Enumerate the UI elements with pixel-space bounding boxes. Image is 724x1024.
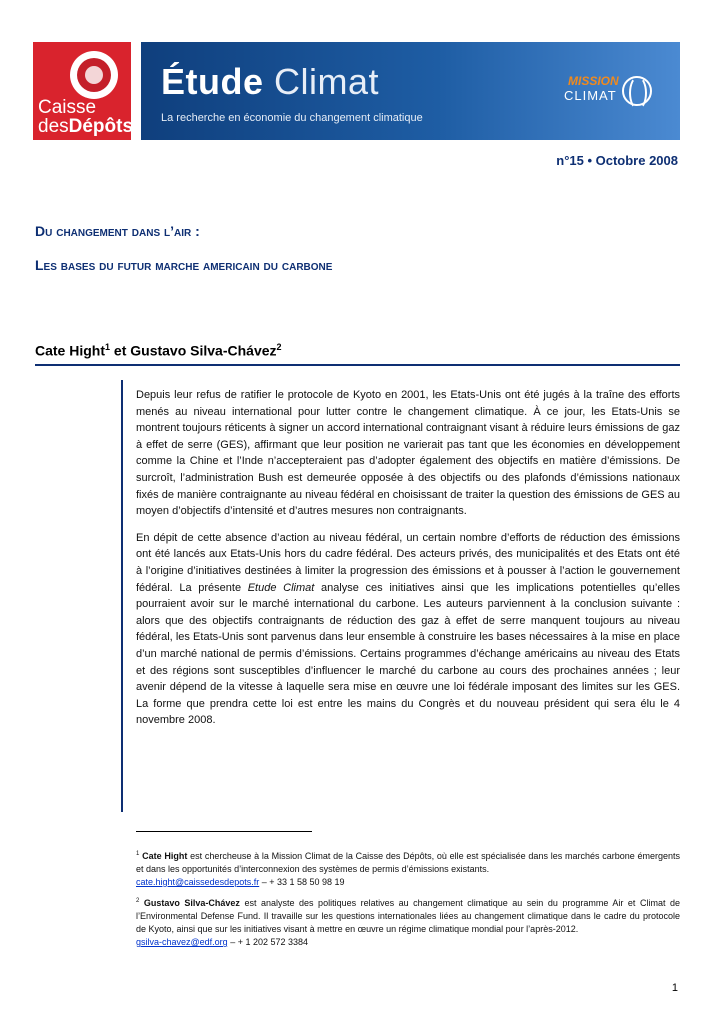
document-title-line1: Du changement dans l’air : <box>35 223 200 239</box>
footnote-2: $^2$ Gustavo Silva-Chávez est analyste des politiques relatives au changement climatique au sein du programme Air et Climat de l’Environmental Defense Fund. Il travaille sur les questions internationales liées au changement climatique dans le cadre du protocole de Kyoto, ainsi que sur les initiatives visant à mettre en œuvre un régime climatique mondial pour l’après-2012. gsilva-chavez@edf.org – + 1 202 572 3384 <box>136 898 680 947</box>
abstract <box>136 387 680 739</box>
banner-subtitle: La recherche en économie du changement climatique <box>161 112 423 124</box>
footnote-divider <box>136 831 312 832</box>
footnote-2-email-link[interactable]: gsilva-chavez@edf.org <box>136 937 228 947</box>
footnote-1-email-link[interactable]: cate.hight@caissedesdepots.fr <box>136 877 260 887</box>
issue-number: n°15 • Octobre 2008 <box>556 153 678 168</box>
authors-divider <box>35 364 680 366</box>
caisse-des-depots-logo <box>33 42 134 140</box>
logo-text-line1: Caisse <box>38 97 97 118</box>
etude-climat-banner <box>141 42 680 140</box>
footnote-1: $^1$ Cate Hight est chercheuse à la Mission Climat de la Caisse des Dépôts, où elle est spécialisée dans les marchés carbone émergents et dans les opportunités d’interconnexion des systèmes de permis d’émissions existants. cate.hight@caissedesdepots.fr – + 33 1 58 50 98 19 <box>136 851 680 887</box>
document-title-line2: Les bases du futur marche americain du carbone <box>35 257 333 273</box>
abstract-paragraph-1: Depuis leur refus de ratifier le protocole de Kyoto en 2001, les Etats-Unis ont été jugés à la traîne des efforts menés au niveau international pour lutter contre le changement climatique. À ce jour, les Etats-Unis se montrent toujours réticents à signer un accord international contraignant visant à réduire leurs émissions de gaz à effet de serre (GES), affirmant que leur position ne varierait pas tant que les économies en développement comme la Chine et l’Inde n’accepteraient pas d’adopter également des objectifs en matière d’émissions. De surcroît, l’administration Bush est demeurée opposée à des objectifs ou des plafonds d’émissions nationaux fixés de manière contraignante au niveau fédéral en choisissant de traiter la question des émissions de GES au moyen d’objectifs d’intensité et d’autres mesures non contraignants. <box>136 389 680 518</box>
page-number: 1 <box>671 982 678 994</box>
authors: Cate Hight$^1$ et Gustavo Silva-Chávez$^2$ <box>35 342 282 359</box>
abstract-side-bar <box>121 380 123 812</box>
abstract-paragraph-2: En dépit de cette absence d’action au niveau fédéral, un certain nombre d’efforts de réduction des émissions ont été lancés aux Etats-Unis hors du cadre fédéral. Des acteurs privés, des municipalités et des Etats ont été à l’origine d’initiatives destinées à limiter la progression des émissions et à pousser à l’action le gouvernement fédéral. La présente Etude Climat analyse ces initiatives ainsi que les implications potentielles qu’elles pourraient avoir sur le marché international du carbone. Les auteurs parviennent à la conclusion suivante : alors que des objectifs contraignants de réduction des gaz à effet de serre manquent toujours au niveau fédéral, les Etats-Unis sont parvenus dans leur ensemble à construire les bases nécessaires à la mise en place d’un marché national de permis d’émissions. Certains programmes d’échange américains au niveau des Etats et des régions sont susceptibles d’influencer le marché du carbone au cours des prochaines années ; leur avenir dépend de la vitesse à laquelle sera mise en œuvre une loi fédérale imposant des limites sur les GES. La forme que prendra cette loi est entre les mains du Congrès et du nouveau président qui sera élu le 4 novembre 2008. <box>136 531 680 727</box>
globe-icon <box>622 76 652 106</box>
banner-title: Étude Climat <box>161 61 380 102</box>
logo-text-line2: desDépôts <box>38 116 134 137</box>
seal-icon <box>70 51 118 99</box>
mission-climat-logo: MISSION CLIMAT <box>568 74 652 114</box>
